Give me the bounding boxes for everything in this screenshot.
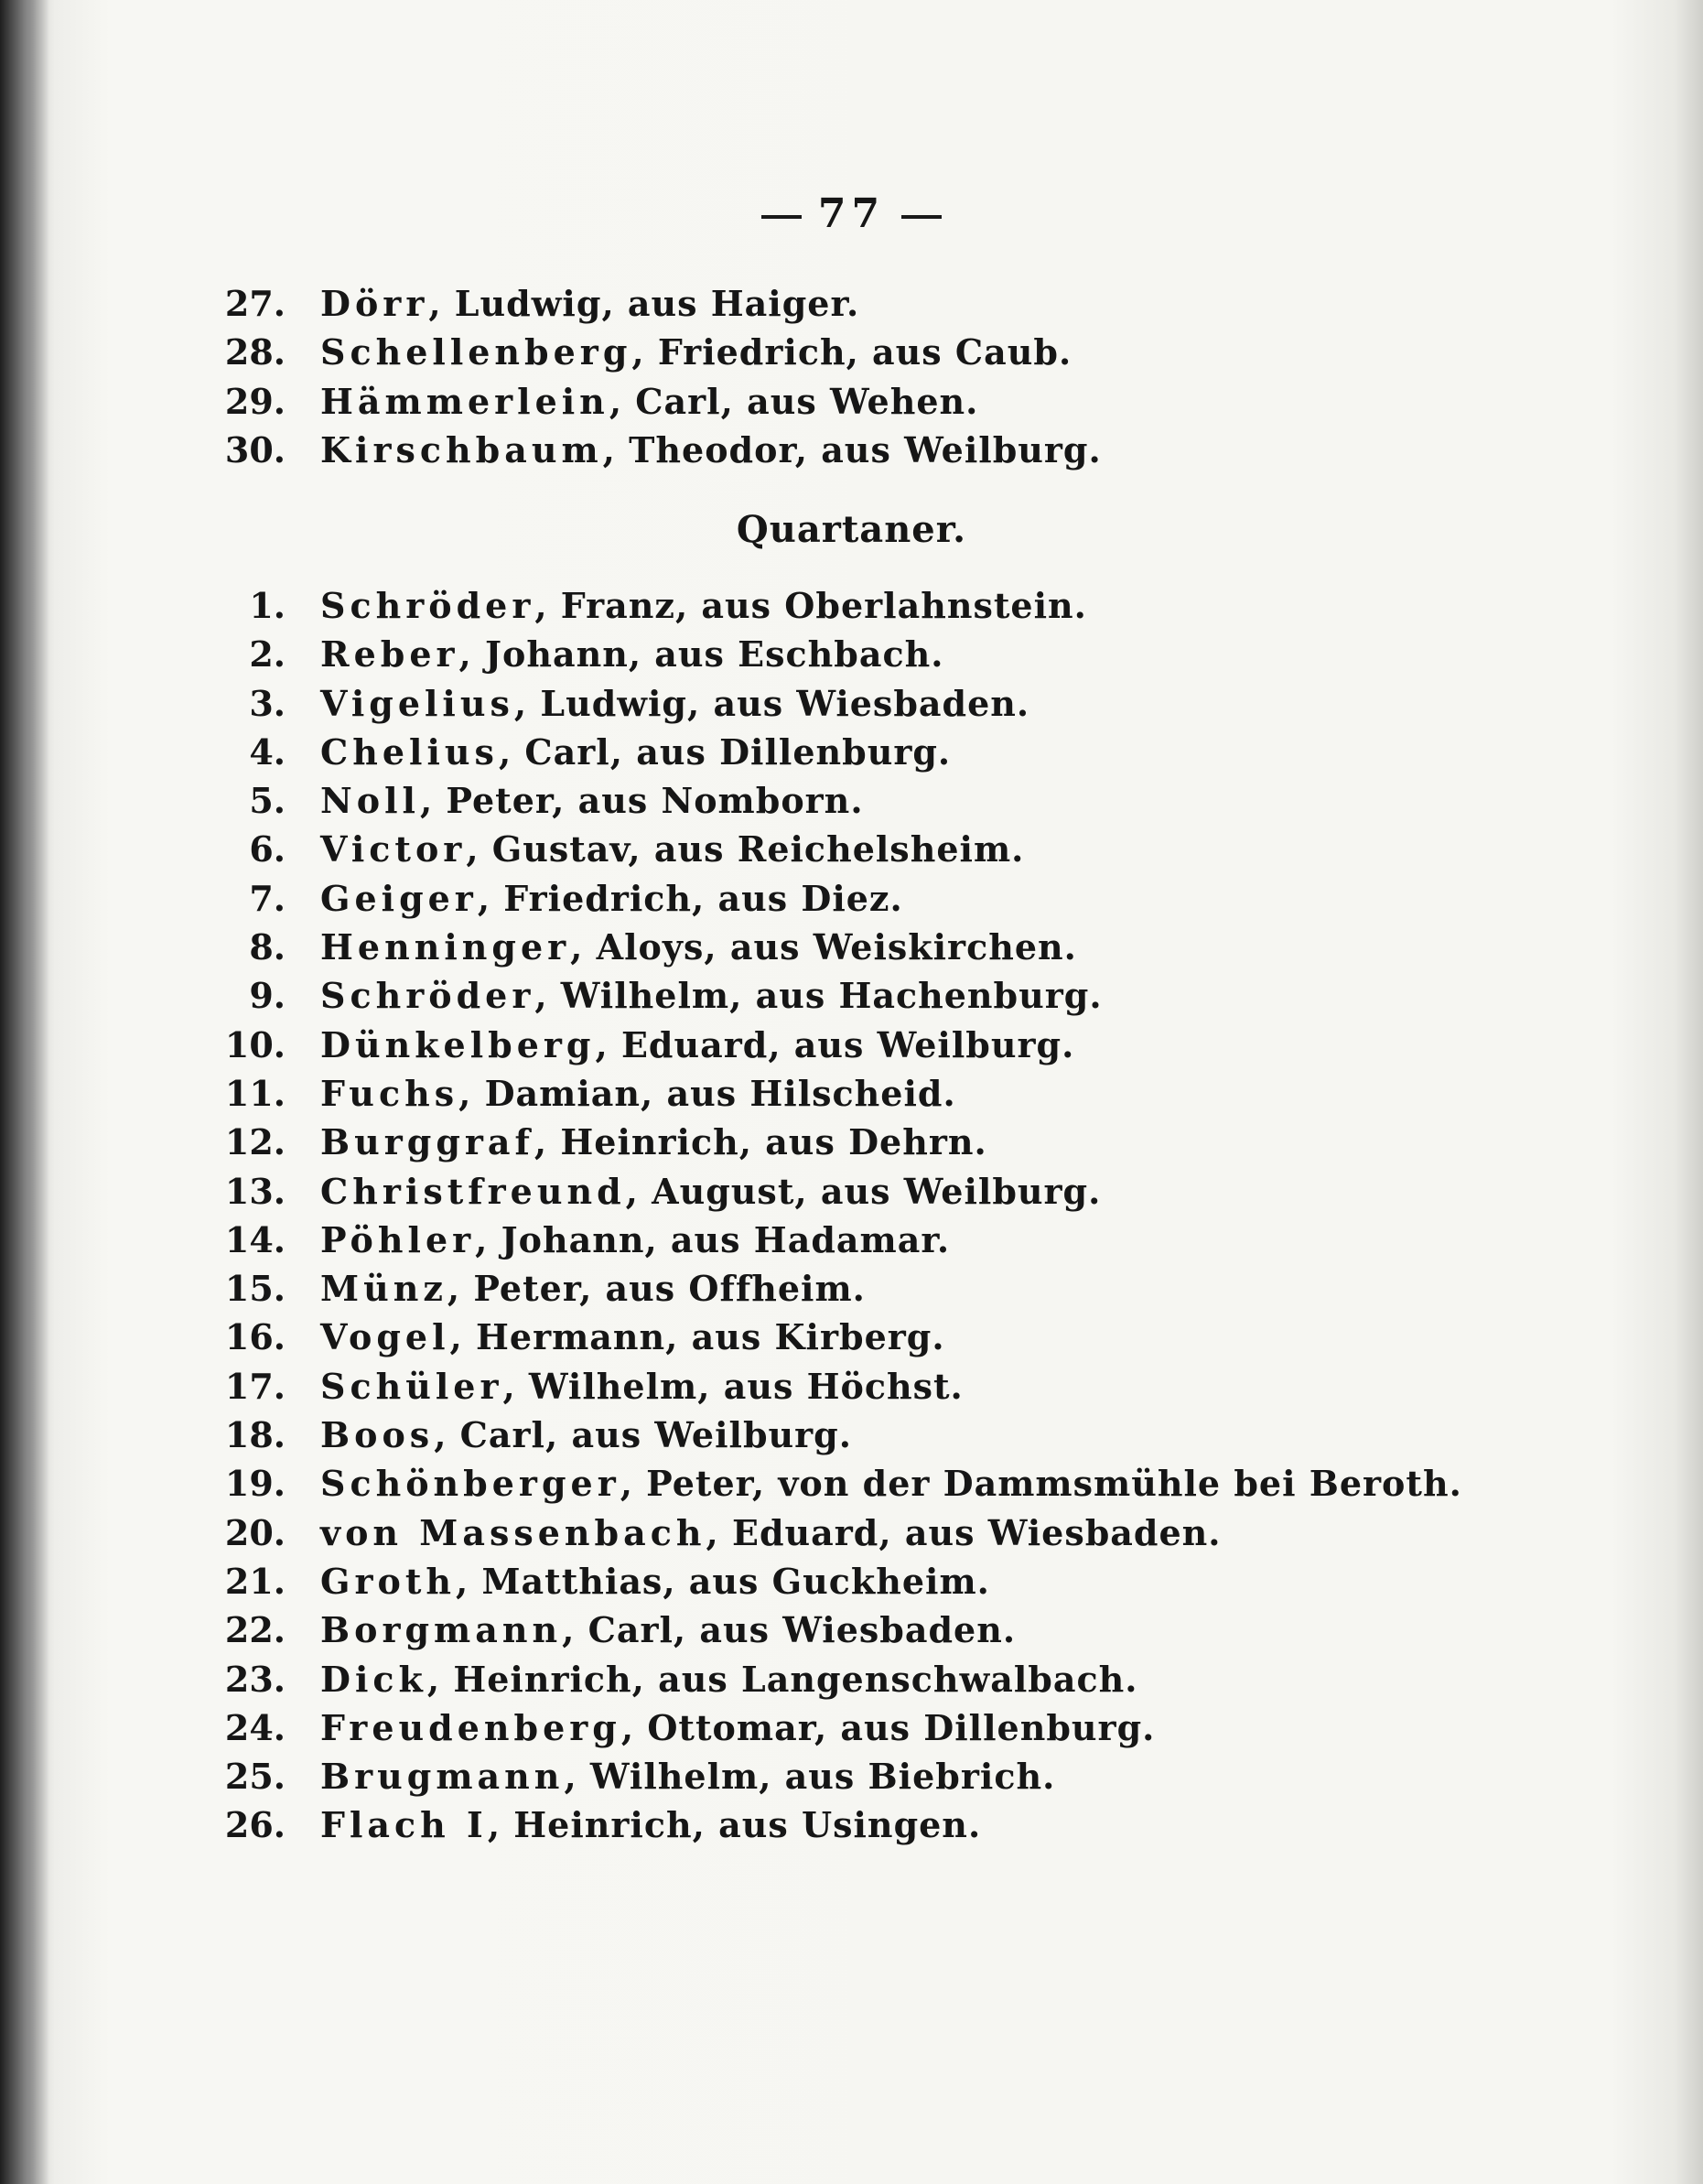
list-item	[0, 1021, 1703, 1069]
list-item	[0, 825, 1703, 873]
section-heading: Quartaner.	[736, 508, 967, 551]
entry-text	[320, 1411, 852, 1459]
entry-text	[320, 923, 1077, 971]
entry-details: , Ottomar, aus Dillenburg.	[620, 1706, 1156, 1748]
list-item	[0, 1216, 1703, 1264]
entry-details: , Aloys, aus Weiskirchen.	[570, 926, 1077, 968]
list-item	[0, 1069, 1703, 1118]
entry-surname: Schröder	[320, 975, 535, 1017]
list-item	[0, 1411, 1703, 1459]
entry-details: , Matthias, aus Guckheim.	[456, 1560, 990, 1602]
entry-details: , August, aus Weilburg.	[625, 1170, 1102, 1212]
list-item	[0, 1167, 1703, 1216]
entry-text	[320, 1557, 990, 1606]
entry-surname: Kirschbaum	[320, 428, 603, 470]
entry-text	[320, 874, 903, 923]
list-item	[0, 1800, 1703, 1849]
entry-surname: Christfreund	[320, 1170, 626, 1212]
entry-surname: Henninger	[320, 926, 571, 968]
list-item	[0, 728, 1703, 776]
entry-number: 28.	[224, 331, 286, 373]
entry-number: 4.	[249, 730, 286, 773]
entry-details: , Eduard, aus Weilburg.	[595, 1023, 1075, 1065]
entry-surname: Pöhler	[320, 1218, 476, 1260]
list-item	[0, 279, 1703, 328]
entry-surname: Chelius	[320, 730, 499, 773]
entry-text	[320, 1216, 950, 1264]
entry-surname: Reber	[320, 633, 459, 676]
entry-number: 17.	[224, 1365, 286, 1407]
entry-surname: Groth	[320, 1560, 456, 1602]
entry-surname: Schellenberg	[320, 331, 632, 373]
entry-number: 15.	[224, 1268, 286, 1310]
entry-details: , Peter, von der Dammsmühle bei Beroth.	[620, 1463, 1462, 1505]
list-item	[0, 1118, 1703, 1166]
entry-details: , Peter, aus Nomborn.	[419, 780, 864, 822]
entry-number: 2.	[249, 633, 286, 676]
entry-details: , Wilhelm, aus Hachenburg.	[534, 975, 1103, 1017]
entry-text	[320, 1362, 964, 1411]
list-item	[0, 1362, 1703, 1411]
entry-surname: Brugmann	[320, 1756, 565, 1798]
entry-number: 12.	[224, 1121, 286, 1163]
entry-number: 18.	[224, 1414, 286, 1456]
entry-number: 3.	[249, 682, 286, 724]
entry-number: 13.	[224, 1170, 286, 1212]
entry-details: , Eduard, aus Wiesbaden.	[706, 1511, 1222, 1553]
entry-surname: Freudenberg	[320, 1706, 621, 1748]
entry-text	[320, 1264, 866, 1313]
entry-number: 20.	[224, 1511, 286, 1553]
right-dash	[901, 215, 942, 219]
entry-details: , Hermann, aus Kirberg.	[449, 1316, 945, 1358]
entry-number: 10.	[224, 1023, 286, 1065]
entry-surname: Borgmann	[320, 1609, 563, 1651]
list-item	[0, 1655, 1703, 1703]
entry-details: , Gustav, aus Reichelsheim.	[466, 828, 1025, 870]
entry-details: , Ludwig, aus Wiesbaden.	[513, 682, 1030, 724]
entry-surname: von Massenbach	[320, 1511, 706, 1553]
entry-text	[320, 279, 859, 328]
entry-number: 5.	[249, 780, 286, 822]
list-item	[0, 1606, 1703, 1654]
list-item	[0, 679, 1703, 728]
entry-text	[320, 1313, 945, 1361]
entry-surname: Hämmerlein	[320, 380, 609, 422]
page-number: 77	[817, 190, 886, 237]
entry-surname: Dünkelberg	[320, 1023, 596, 1065]
entry-number: 30.	[224, 428, 286, 470]
entry-details: , Wilhelm, aus Biebrich.	[564, 1756, 1056, 1798]
list-item	[0, 1752, 1703, 1800]
entry-details: , Carl, aus Wiesbaden.	[562, 1609, 1017, 1651]
continued-student-list	[0, 279, 1703, 474]
entry-details: , Friedrich, aus Diez.	[477, 877, 903, 919]
entry-details: , Johann, aus Hadamar.	[475, 1218, 951, 1260]
list-item	[0, 874, 1703, 923]
entry-surname: Schüler	[320, 1365, 503, 1407]
entry-text	[320, 1655, 1137, 1703]
list-item	[0, 630, 1703, 678]
entry-number: 19.	[224, 1463, 286, 1505]
entry-details: , Carl, aus Wehen.	[609, 380, 979, 422]
list-item	[0, 971, 1703, 1020]
entry-surname: Flach I	[320, 1804, 488, 1846]
left-dash	[761, 215, 802, 219]
list-item	[0, 377, 1703, 426]
entry-number: 7.	[249, 877, 286, 919]
entry-details: , Franz, aus Oberlahnstein.	[534, 585, 1087, 626]
entry-number: 26.	[224, 1804, 286, 1846]
entry-text	[320, 1167, 1101, 1216]
entry-surname: Schröder	[320, 585, 535, 626]
entry-details: , Heinrich, aus Langenschwalbach.	[426, 1658, 1138, 1700]
entry-text	[320, 776, 864, 825]
entry-number: 29.	[224, 380, 286, 422]
entry-details: , Theodor, aus Weilburg.	[602, 428, 1102, 470]
entry-text	[320, 825, 1024, 873]
entry-text	[320, 1752, 1055, 1800]
entry-details: , Heinrich, aus Usingen.	[487, 1804, 982, 1846]
entry-number: 9.	[249, 975, 286, 1017]
list-item	[0, 1264, 1703, 1313]
entry-number: 25.	[224, 1756, 286, 1798]
entry-text	[320, 1508, 1222, 1557]
entry-text	[320, 1606, 1016, 1654]
list-item	[0, 776, 1703, 825]
entry-number: 27.	[224, 283, 286, 324]
list-item	[0, 328, 1703, 376]
entry-details: , Wilhelm, aus Höchst.	[502, 1365, 964, 1407]
entry-surname: Schönberger	[320, 1463, 620, 1505]
entry-surname: Vogel	[320, 1316, 450, 1358]
entry-surname: Dick	[320, 1658, 427, 1700]
entry-details: , Heinrich, aus Dehrn.	[534, 1121, 987, 1163]
entry-surname: Vigelius	[320, 682, 514, 724]
list-item	[0, 1508, 1703, 1557]
quartaner-student-list	[0, 581, 1703, 1850]
entry-text	[320, 728, 951, 776]
entry-text	[320, 1703, 1155, 1752]
entry-text	[320, 1021, 1074, 1069]
list-item	[0, 1703, 1703, 1752]
list-item	[0, 426, 1703, 474]
list-item	[0, 1313, 1703, 1361]
entry-number: 1.	[249, 585, 286, 626]
entry-number: 6.	[249, 828, 286, 870]
list-item	[0, 581, 1703, 630]
entry-number: 16.	[224, 1316, 286, 1358]
entry-surname: Boos	[320, 1414, 435, 1456]
list-item	[0, 1459, 1703, 1508]
entry-number: 11.	[224, 1072, 286, 1114]
entry-surname: Noll	[320, 780, 420, 822]
entry-text	[320, 377, 978, 426]
entry-text	[320, 1069, 956, 1118]
entry-details: , Johann, aus Eschbach.	[458, 633, 944, 676]
entry-details: , Damian, aus Hilscheid.	[458, 1072, 956, 1114]
entry-details: , Carl, aus Dillenburg.	[498, 730, 952, 773]
entry-number: 23.	[224, 1658, 286, 1700]
entry-details: , Peter, aus Offheim.	[447, 1268, 866, 1310]
entry-surname: Burggraf	[320, 1121, 534, 1163]
entry-text	[320, 328, 1072, 376]
entry-text	[320, 426, 1102, 474]
list-item	[0, 1557, 1703, 1606]
entry-surname: Victor	[320, 828, 467, 870]
entry-text	[320, 630, 943, 678]
entry-text	[320, 971, 1103, 1020]
entry-number: 24.	[224, 1706, 286, 1748]
entry-details: , Carl, aus Weilburg.	[434, 1414, 852, 1456]
entry-surname: Münz	[320, 1268, 447, 1310]
entry-text	[320, 1459, 1462, 1508]
entry-surname: Fuchs	[320, 1072, 459, 1114]
list-item	[0, 923, 1703, 971]
entry-text	[320, 1800, 981, 1849]
entry-surname: Dörr	[320, 283, 429, 324]
entry-number: 21.	[224, 1560, 286, 1602]
entry-number: 14.	[224, 1218, 286, 1260]
entry-text	[320, 679, 1029, 728]
entry-number: 8.	[249, 926, 286, 968]
entry-number: 22.	[224, 1609, 286, 1651]
entry-details: , Friedrich, aus Caub.	[631, 331, 1072, 373]
page-number-line	[0, 190, 1703, 237]
entry-text	[320, 581, 1087, 630]
entry-surname: Geiger	[320, 877, 478, 919]
entry-text	[320, 1118, 987, 1166]
entry-details: , Ludwig, aus Haiger.	[428, 283, 860, 324]
